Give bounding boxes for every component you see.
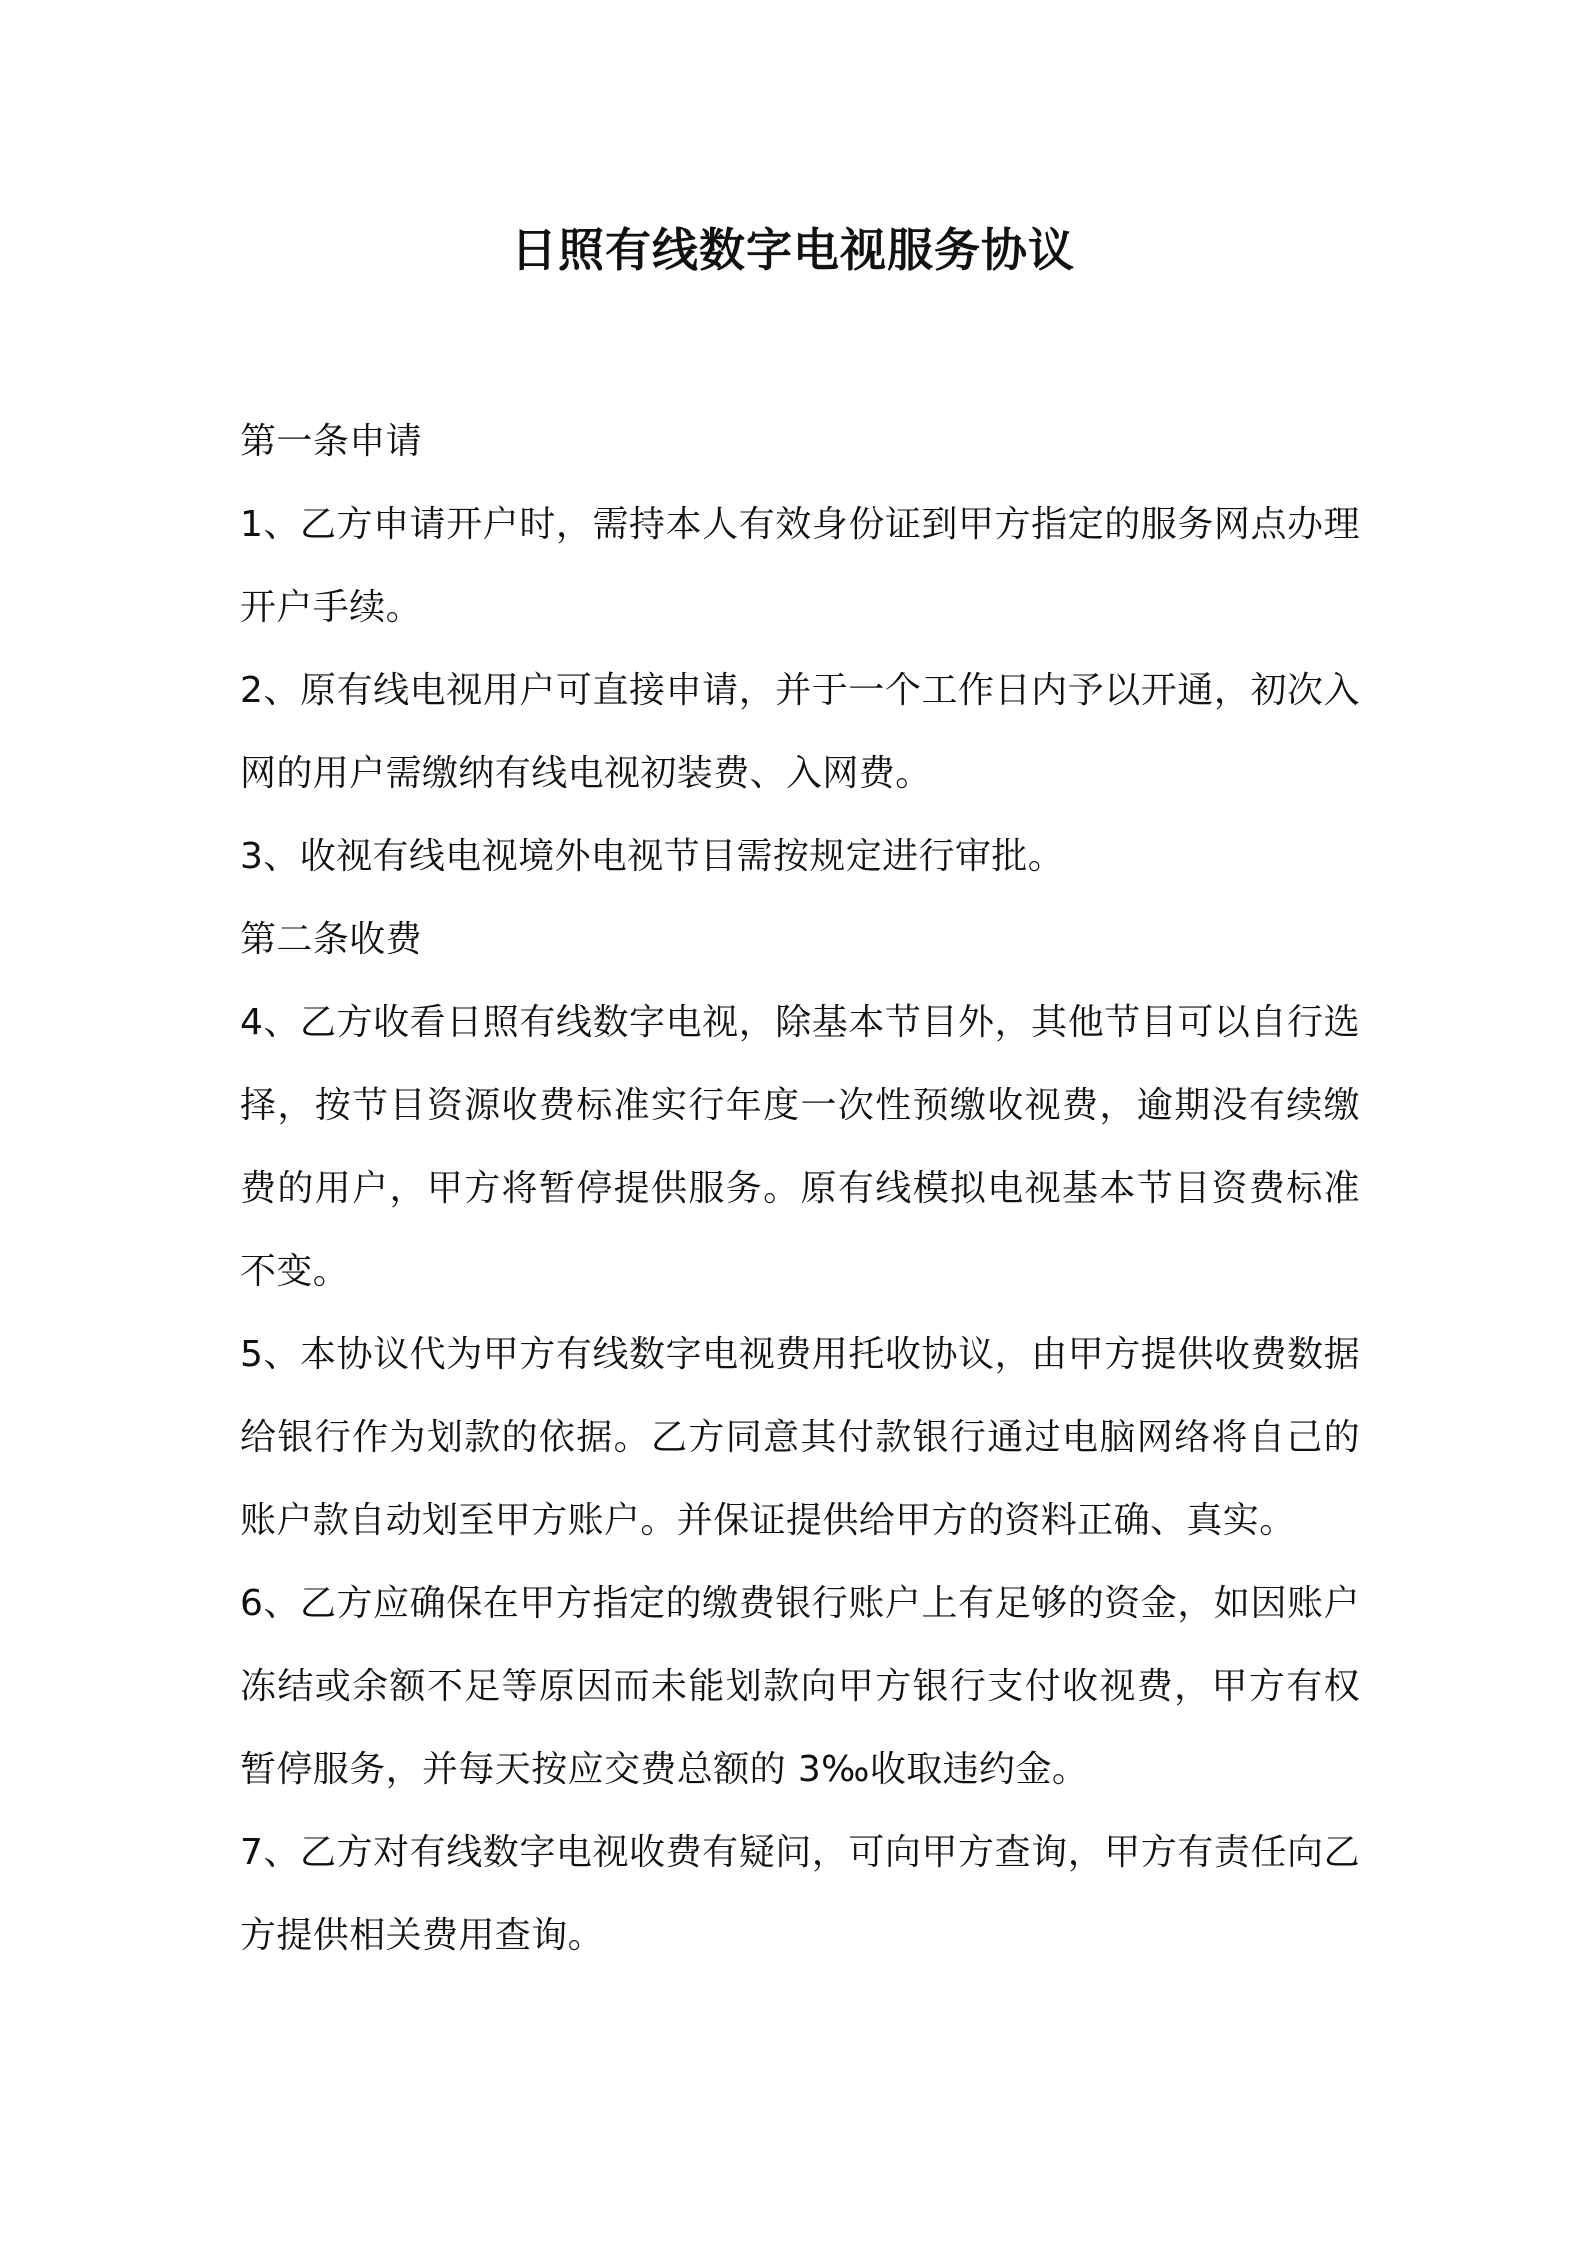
section-heading-application: 第一条申请: [240, 421, 423, 462]
clause-4: 4、乙方收看日照有线数字电视，除基本节目外，其他节目可以自行选择，按节目资源收费标准实行年度一次性预缴收视费，逾期没有续缴费的用户，甲方将暂停提供服务。原有线模拟电视基本节目资费标准不变。: [240, 1002, 1360, 1292]
document-title: 日照有线数字电视服务协议: [511, 223, 1075, 277]
clause-6: 6、乙方应确保在甲方指定的缴费银行账户上有足够的资金，如因账户冻结或余额不足等原因而未能划款向甲方银行支付收视费，甲方有权暂停服务，并每天按应交费总额的 3‰收取违约金。: [240, 1583, 1360, 1790]
clause-3: 3、收视有线电视境外电视节目需按规定进行审批。: [240, 836, 1065, 877]
section-heading-fees: 第二条收费: [240, 919, 423, 960]
clause-1: 1、乙方申请开户时，需持本人有效身份证到甲方指定的服务网点办理开户手续。: [240, 504, 1360, 628]
document-body: [240, 400, 1360, 1977]
clause-2: 2、原有线电视用户可直接申请，并于一个工作日内予以开通，初次入网的用户需缴纳有线电视初装费、入网费。: [240, 670, 1360, 794]
clause-7: 7、乙方对有线数字电视收费有疑问，可向甲方查询，甲方有责任向乙方提供相关费用查询。: [240, 1832, 1360, 1956]
clause-5: 5、本协议代为甲方有线数字电视费用托收协议，由甲方提供收费数据给银行作为划款的依据。乙方同意其付款银行通过电脑网络将自己的账户款自动划至甲方账户。并保证提供给甲方的资料正确、真实。: [240, 1334, 1360, 1541]
